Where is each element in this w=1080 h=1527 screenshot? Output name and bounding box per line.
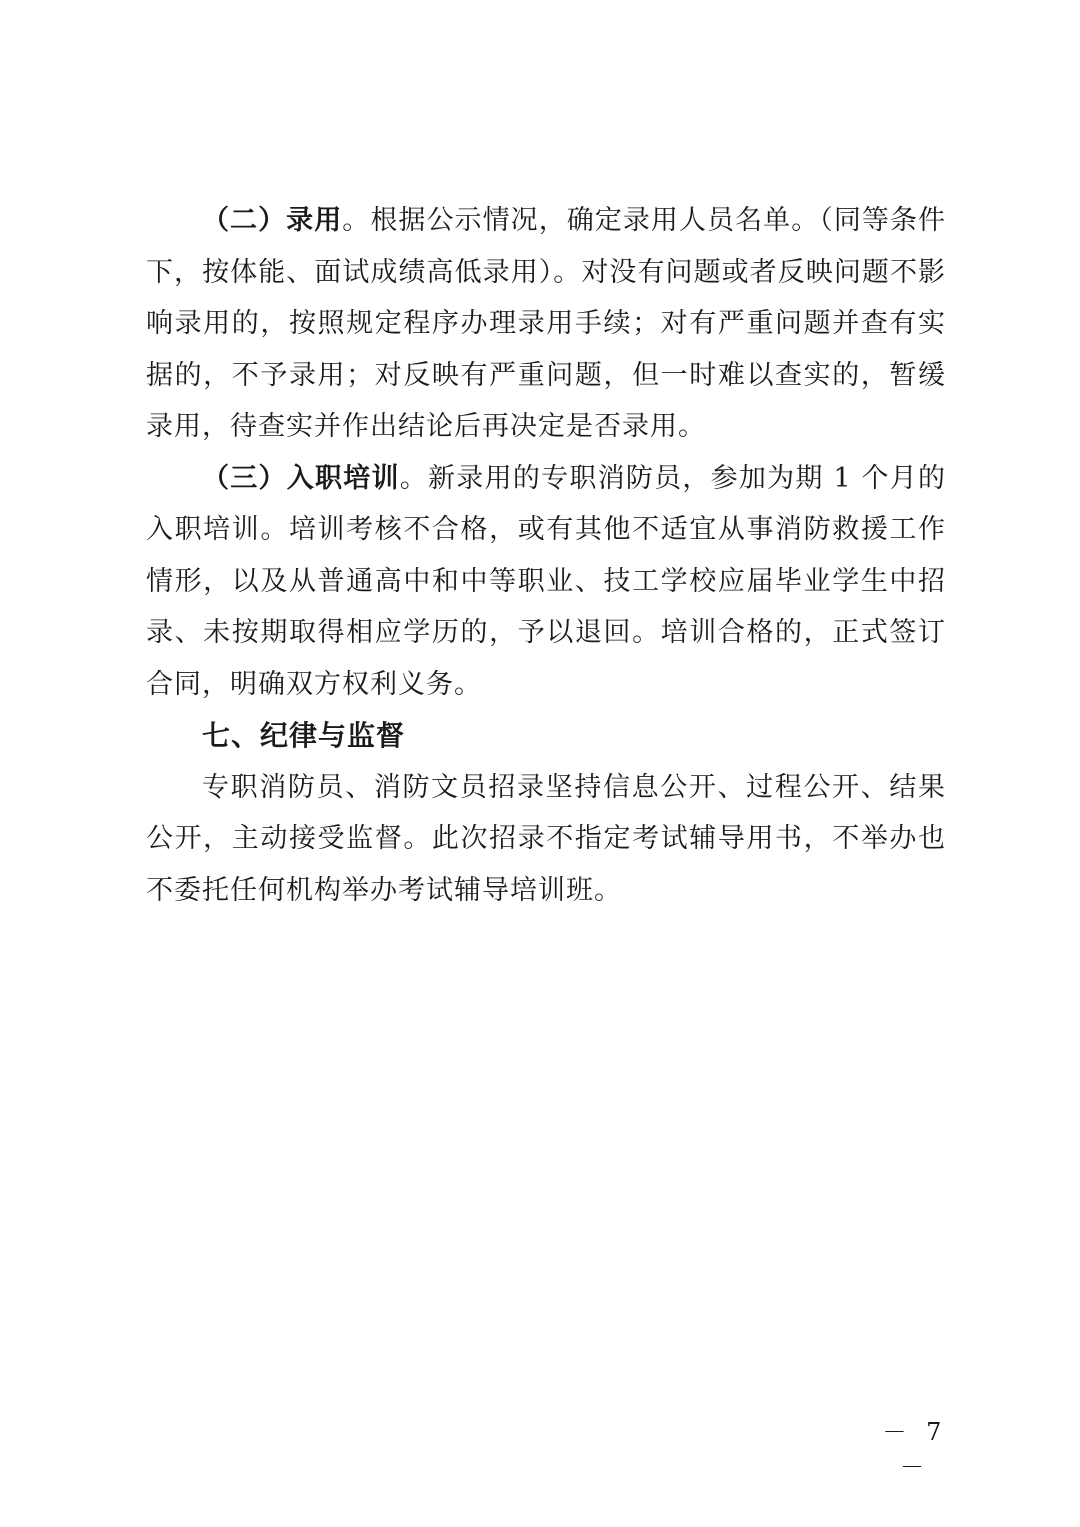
paragraph-onboarding-training-body: 。新录用的专职消防员，参加为期 1 个月的入职培训。培训考核不合格，或有其他不适宜从事消防救援工作情形，以及从普通高中和中等职业、技工学校应届毕业学生中招录、未按期取得相应学历的，予以退回。培训合格的，正式签订合同，明确双方权利义务。 bbox=[146, 462, 947, 700]
document-page bbox=[146, 195, 946, 916]
section-heading-discipline: 七、纪律与监督 bbox=[202, 719, 406, 752]
paragraph-discipline: 专职消防员、消防文员招录坚持信息公开、过程公开、结果公开，主动接受监督。此次招录不指定考试辅导用书，不举办也不委托任何机构举办考试辅导培训班。 bbox=[146, 771, 946, 906]
paragraph-onboarding-training bbox=[146, 453, 946, 711]
paragraph-hiring bbox=[146, 195, 946, 453]
paragraph-hiring-lead: （二）录用 bbox=[202, 205, 343, 236]
page-number: － 7 － bbox=[882, 1418, 948, 1481]
paragraph-hiring-body: 。根据公示情况，确定录用人员名单。（同等条件下，按体能、面试成绩高低录用）。对没有问题或者反映问题不影响录用的，按照规定程序办理录用手续；对有严重问题并查有实据的，不予录用；对反映有严重问题，但一时难以查实的，暂缓录用，待查实并作出结论后再决定是否录用。 bbox=[146, 205, 947, 442]
paragraph-onboarding-training-lead: （三）入职培训 bbox=[202, 462, 400, 494]
